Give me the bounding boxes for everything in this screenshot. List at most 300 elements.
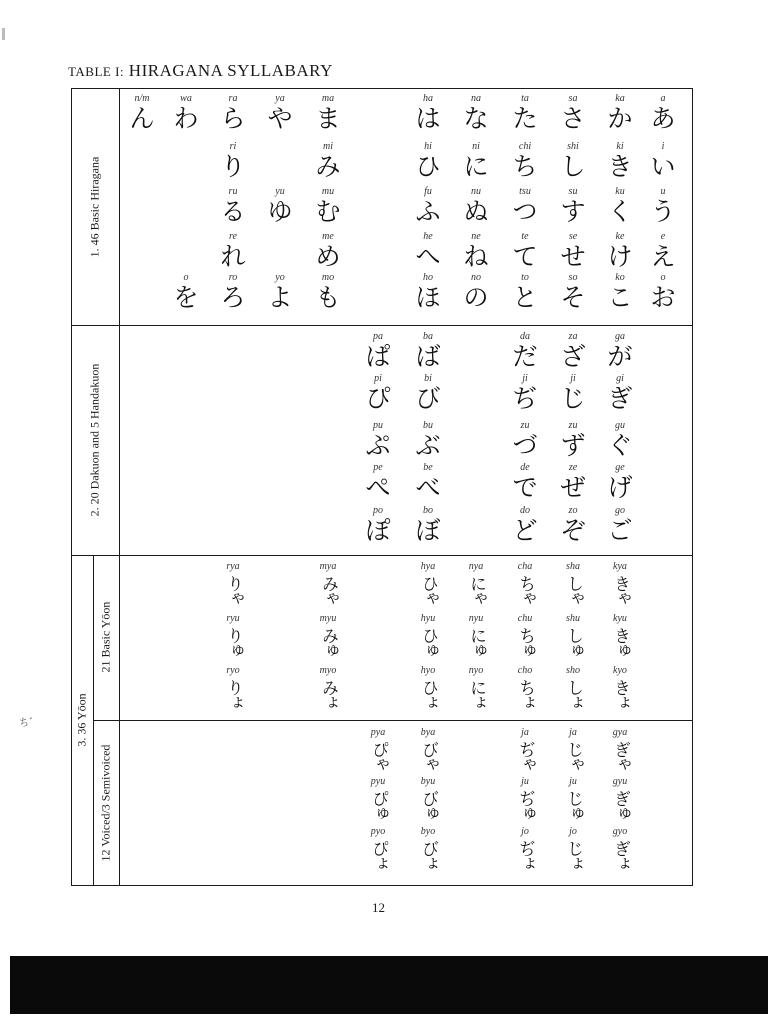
section-label-yoon: 3. 36 Yōon bbox=[74, 693, 89, 747]
romaji-label: da bbox=[520, 331, 530, 342]
kana-character: が bbox=[607, 342, 633, 371]
kana-cell-cha bbox=[502, 561, 548, 607]
romaji-label: kyu bbox=[613, 613, 627, 624]
kana-cell-ku bbox=[597, 186, 643, 226]
kana-character: じ bbox=[560, 384, 586, 413]
kana-character: た bbox=[512, 104, 538, 133]
kana-cell-ro bbox=[210, 272, 256, 312]
romaji-label: o bbox=[660, 272, 666, 283]
kana-character: にょ bbox=[466, 679, 486, 709]
kana-cell-pi bbox=[355, 373, 401, 413]
kana-cell-ba bbox=[405, 331, 451, 371]
kana-cell-to bbox=[502, 272, 548, 312]
romaji-label: shi bbox=[567, 141, 579, 152]
kana-character: ぢゃ bbox=[515, 741, 535, 771]
kana-character: し bbox=[560, 152, 586, 181]
kana-cell-nya bbox=[453, 561, 499, 607]
kana-character: ゆ bbox=[267, 197, 293, 226]
kana-cell-bya bbox=[405, 727, 451, 773]
romaji-label: mi bbox=[323, 141, 333, 152]
kana-cell-hyo bbox=[405, 665, 451, 711]
kana-character: ぼ bbox=[415, 516, 441, 545]
kana-cell-ryo bbox=[210, 665, 256, 711]
kana-character: つ bbox=[512, 197, 538, 226]
kana-character: じゅ bbox=[563, 790, 583, 820]
section-label-basic: 1. 46 Basic Hiragana bbox=[87, 156, 102, 258]
kana-cell-byo bbox=[405, 826, 451, 872]
kana-cell-ji bbox=[502, 373, 548, 413]
kana-character: ぢょ bbox=[515, 840, 535, 870]
kana-cell-shu bbox=[550, 613, 596, 659]
kana-character: だ bbox=[512, 342, 538, 371]
kana-cell-hi bbox=[405, 141, 451, 181]
kana-character: りょ bbox=[223, 679, 243, 709]
kana-character: ぬ bbox=[463, 197, 489, 226]
kana-cell-mo bbox=[305, 272, 351, 312]
kana-character: う bbox=[650, 197, 676, 226]
kana-cell-pu bbox=[355, 420, 401, 460]
kana-character: みょ bbox=[318, 679, 338, 709]
romaji-label: ba bbox=[423, 331, 433, 342]
kana-cell-no bbox=[453, 272, 499, 312]
kana-character: ぐ bbox=[607, 431, 633, 460]
kana-cell-zu bbox=[502, 420, 548, 460]
romaji-label: bi bbox=[424, 373, 432, 384]
kana-cell-zo bbox=[550, 505, 596, 545]
kana-character: て bbox=[512, 242, 538, 271]
kana-cell-nyu bbox=[453, 613, 499, 659]
kana-cell-ni bbox=[453, 141, 499, 181]
kana-cell-re bbox=[210, 231, 256, 271]
kana-character: しょ bbox=[563, 679, 583, 709]
kana-cell-bu bbox=[405, 420, 451, 460]
kana-cell-sho bbox=[550, 665, 596, 711]
kana-character: みゅ bbox=[318, 627, 338, 657]
romaji-label: n/m bbox=[134, 93, 150, 104]
kana-character: く bbox=[607, 197, 633, 226]
romaji-label: ha bbox=[423, 93, 433, 104]
kana-cell-ka bbox=[597, 93, 643, 133]
kana-cell-pe bbox=[355, 462, 401, 502]
kana-character: る bbox=[220, 197, 246, 226]
kana-cell-e bbox=[640, 231, 686, 271]
romaji-label: a bbox=[660, 93, 666, 104]
section-label-voiced-yoon: 12 Voiced/3 Semivoiced bbox=[98, 744, 113, 862]
kana-character: お bbox=[650, 283, 676, 312]
kana-cell-myo bbox=[305, 665, 351, 711]
kana-cell-ra bbox=[210, 93, 256, 133]
kana-character: ぢゅ bbox=[515, 790, 535, 820]
kana-character: ぢ bbox=[512, 384, 538, 413]
romaji-label: kya bbox=[613, 561, 627, 572]
romaji-label: me bbox=[322, 231, 334, 242]
kana-character: ひょ bbox=[418, 679, 438, 709]
kana-cell-a bbox=[640, 93, 686, 133]
kana-cell-ho bbox=[405, 272, 451, 312]
section-label-dakuon: 2. 20 Dakuon and 5 Handakuon bbox=[87, 363, 102, 517]
romaji-label: byu bbox=[420, 776, 436, 787]
romaji-label: ju bbox=[521, 776, 529, 787]
kana-cell-ge bbox=[597, 462, 643, 502]
kana-cell-ryu bbox=[210, 613, 256, 659]
romaji-label: bo bbox=[423, 505, 433, 516]
kana-character: にゃ bbox=[466, 575, 486, 605]
kana-character: べ bbox=[415, 473, 441, 502]
kana-cell-shi bbox=[550, 141, 596, 181]
kana-cell-da bbox=[502, 331, 548, 371]
romaji-label: se bbox=[568, 231, 578, 242]
scan-black-band bbox=[10, 956, 768, 1014]
kana-cell-ma bbox=[305, 93, 351, 133]
kana-cell-chu bbox=[502, 613, 548, 659]
romaji-label: ni bbox=[472, 141, 480, 152]
romaji-label: su bbox=[568, 186, 578, 197]
romaji-label: pya bbox=[370, 727, 386, 738]
romaji-label: ki bbox=[616, 141, 624, 152]
romaji-label: sha bbox=[566, 561, 580, 572]
kana-character: び bbox=[415, 384, 441, 413]
romaji-label: nyo bbox=[468, 665, 484, 676]
kana-cell-bo bbox=[405, 505, 451, 545]
kana-character: ち bbox=[512, 152, 538, 181]
kana-character: は bbox=[415, 104, 441, 133]
romaji-label: i bbox=[661, 141, 665, 152]
kana-cell-sa bbox=[550, 93, 596, 133]
romaji-label: gya bbox=[612, 727, 628, 738]
kana-cell-kyu bbox=[597, 613, 643, 659]
kana-cell-o bbox=[640, 272, 686, 312]
kana-character: い bbox=[650, 152, 676, 181]
kana-cell-ju bbox=[550, 776, 596, 822]
kana-cell-hyu bbox=[405, 613, 451, 659]
romaji-label: zu bbox=[568, 420, 578, 431]
kana-character: ぽ bbox=[365, 516, 391, 545]
kana-cell-so bbox=[550, 272, 596, 312]
romaji-label: ju bbox=[569, 776, 577, 787]
kana-character: な bbox=[463, 104, 489, 133]
romaji-label: nya bbox=[468, 561, 484, 572]
romaji-label: fu bbox=[424, 186, 432, 197]
kana-cell-ze bbox=[550, 462, 596, 502]
kana-character: りゅ bbox=[223, 627, 243, 657]
kana-cell-byu bbox=[405, 776, 451, 822]
page-number: 12 bbox=[372, 900, 385, 915]
romaji-label: myo bbox=[319, 665, 337, 676]
romaji-label: ja bbox=[521, 727, 529, 738]
kana-character: よ bbox=[267, 283, 293, 312]
kana-cell-bi bbox=[405, 373, 451, 413]
romaji-label: po bbox=[373, 505, 383, 516]
romaji-label: go bbox=[615, 505, 625, 516]
romaji-label: yo bbox=[275, 272, 285, 283]
kana-character: ぞ bbox=[560, 516, 586, 545]
kana-cell-tsu bbox=[502, 186, 548, 226]
kana-cell-pya bbox=[355, 727, 401, 773]
romaji-label: ta bbox=[521, 93, 529, 104]
romaji-label: yu bbox=[275, 186, 285, 197]
romaji-label: gyo bbox=[612, 826, 628, 837]
kana-character: り bbox=[220, 152, 246, 181]
table-title bbox=[68, 61, 333, 81]
kana-character: す bbox=[560, 197, 586, 226]
romaji-label: re bbox=[229, 231, 237, 242]
kana-character: きゅ bbox=[610, 627, 630, 657]
kana-cell-gyo bbox=[597, 826, 643, 872]
kana-character: ひゅ bbox=[418, 627, 438, 657]
kana-cell-yo bbox=[257, 272, 303, 312]
romaji-label: hyu bbox=[420, 613, 436, 624]
romaji-label: bu bbox=[423, 420, 433, 431]
kana-cell-pa bbox=[355, 331, 401, 371]
kana-character: げ bbox=[607, 473, 633, 502]
kana-character: ら bbox=[220, 104, 246, 133]
kana-character: しゃ bbox=[563, 575, 583, 605]
kana-character: きょ bbox=[610, 679, 630, 709]
kana-cell-i bbox=[640, 141, 686, 181]
kana-cell-u bbox=[640, 186, 686, 226]
kana-character: に bbox=[463, 152, 489, 181]
romaji-label: chi bbox=[518, 141, 532, 152]
romaji-label: pyo bbox=[370, 826, 386, 837]
kana-character: れ bbox=[220, 242, 246, 271]
kana-cell-ko bbox=[597, 272, 643, 312]
kana-cell-gyu bbox=[597, 776, 643, 822]
kana-cell-mi bbox=[305, 141, 351, 181]
kana-character: ろ bbox=[220, 283, 246, 312]
kana-cell-hya bbox=[405, 561, 451, 607]
kana-character: ぺ bbox=[365, 473, 391, 502]
romaji-label: he bbox=[423, 231, 433, 242]
romaji-label: ra bbox=[228, 93, 238, 104]
romaji-label: hyo bbox=[420, 665, 436, 676]
romaji-label: to bbox=[521, 272, 529, 283]
kana-cell-be bbox=[405, 462, 451, 502]
section-label-basic-yoon: 21 Basic Yōon bbox=[98, 601, 113, 673]
romaji-label: ja bbox=[569, 727, 577, 738]
kana-cell-myu bbox=[305, 613, 351, 659]
kana-cell-cho bbox=[502, 665, 548, 711]
kana-cell-jo bbox=[550, 826, 596, 872]
romaji-label: ru bbox=[228, 186, 238, 197]
kana-character: ほ bbox=[415, 283, 441, 312]
romaji-label: nyu bbox=[468, 613, 484, 624]
kana-cell-zu bbox=[550, 420, 596, 460]
kana-character: ぱ bbox=[365, 342, 391, 371]
romaji-label: ge bbox=[615, 462, 625, 473]
romaji-label: ri bbox=[229, 141, 237, 152]
romaji-label: ga bbox=[615, 331, 625, 342]
kana-cell-gya bbox=[597, 727, 643, 773]
margin-handwriting: ち゛ bbox=[19, 718, 39, 729]
kana-character: や bbox=[267, 104, 293, 133]
romaji-label: ke bbox=[615, 231, 625, 242]
kana-character: びゃ bbox=[418, 741, 438, 771]
kana-character: ず bbox=[560, 431, 586, 460]
kana-character: ぴょ bbox=[368, 840, 388, 870]
kana-cell-ju bbox=[502, 776, 548, 822]
kana-cell-sha bbox=[550, 561, 596, 607]
romaji-label: bya bbox=[420, 727, 436, 738]
romaji-label: chu bbox=[517, 613, 533, 624]
romaji-label: tsu bbox=[519, 186, 531, 197]
romaji-label: ro bbox=[228, 272, 238, 283]
kana-cell-ta bbox=[502, 93, 548, 133]
romaji-label: zu bbox=[520, 420, 530, 431]
kana-cell-pyo bbox=[355, 826, 401, 872]
kana-cell-nu bbox=[453, 186, 499, 226]
romaji-label: gi bbox=[616, 373, 624, 384]
romaji-label: na bbox=[471, 93, 481, 104]
kana-character: せ bbox=[560, 242, 586, 271]
kana-cell-gu bbox=[597, 420, 643, 460]
kana-character: ひ bbox=[415, 152, 441, 181]
kana-character: え bbox=[650, 242, 676, 271]
romaji-label: pa bbox=[373, 331, 383, 342]
kana-character: わ bbox=[173, 104, 199, 133]
romaji-label: sa bbox=[568, 93, 578, 104]
kana-character: け bbox=[607, 242, 633, 271]
kana-character: にゅ bbox=[466, 627, 486, 657]
kana-cell-jo bbox=[502, 826, 548, 872]
romaji-label: shu bbox=[566, 613, 580, 624]
romaji-label: ryu bbox=[226, 613, 240, 624]
kana-cell-fu bbox=[405, 186, 451, 226]
kana-cell-se bbox=[550, 231, 596, 271]
kana-character: ひゃ bbox=[418, 575, 438, 605]
romaji-label: rya bbox=[226, 561, 240, 572]
kana-cell-rya bbox=[210, 561, 256, 607]
kana-cell-gi bbox=[597, 373, 643, 413]
romaji-label: ko bbox=[615, 272, 625, 283]
kana-character: へ bbox=[415, 242, 441, 271]
romaji-label: so bbox=[568, 272, 578, 283]
kana-character: さ bbox=[560, 104, 586, 133]
romaji-label: jo bbox=[569, 826, 577, 837]
romaji-label: myu bbox=[319, 613, 337, 624]
kana-character: め bbox=[315, 242, 341, 271]
kana-character: ご bbox=[607, 516, 633, 545]
label-column-divider bbox=[119, 88, 120, 886]
section-divider-2 bbox=[71, 555, 693, 556]
kana-cell-wa bbox=[163, 93, 209, 133]
kana-character: ど bbox=[512, 516, 538, 545]
romaji-label: nu bbox=[471, 186, 481, 197]
kana-cell-za bbox=[550, 331, 596, 371]
romaji-label: sho bbox=[566, 665, 580, 676]
romaji-label: za bbox=[568, 331, 578, 342]
romaji-label: wa bbox=[180, 93, 192, 104]
romaji-label: gyu bbox=[612, 776, 628, 787]
kana-character: しゅ bbox=[563, 627, 583, 657]
kana-character: の bbox=[463, 283, 489, 312]
kana-character: づ bbox=[512, 431, 538, 460]
kana-cell-go bbox=[597, 505, 643, 545]
kana-cell-o bbox=[163, 272, 209, 312]
romaji-label: ze bbox=[568, 462, 578, 473]
kana-cell-po bbox=[355, 505, 401, 545]
romaji-label: do bbox=[520, 505, 530, 516]
kana-character: こ bbox=[607, 283, 633, 312]
scan-speck bbox=[2, 28, 5, 40]
section-divider-3 bbox=[93, 720, 693, 721]
romaji-label: cho bbox=[517, 665, 533, 676]
romaji-label: be bbox=[423, 462, 433, 473]
romaji-label: ryo bbox=[226, 665, 240, 676]
romaji-label: no bbox=[471, 272, 481, 283]
table-title-prefix: TABLE I: bbox=[68, 64, 125, 79]
romaji-label: pyu bbox=[370, 776, 386, 787]
kana-character: びょ bbox=[418, 840, 438, 870]
kana-cell-mya bbox=[305, 561, 351, 607]
kana-character: ぜ bbox=[560, 473, 586, 502]
romaji-label: u bbox=[660, 186, 666, 197]
kana-character: じょ bbox=[563, 840, 583, 870]
kana-cell-ha bbox=[405, 93, 451, 133]
kana-cell-pyu bbox=[355, 776, 401, 822]
kana-cell-mu bbox=[305, 186, 351, 226]
kana-character: あ bbox=[650, 104, 676, 133]
kana-character: ん bbox=[129, 104, 155, 133]
kana-character: ぎょ bbox=[610, 840, 630, 870]
romaji-label: zo bbox=[568, 505, 578, 516]
kana-character: ま bbox=[315, 104, 341, 133]
kana-character: む bbox=[315, 197, 341, 226]
kana-character: ぎ bbox=[607, 384, 633, 413]
kana-character: ば bbox=[415, 342, 441, 371]
romaji-label: mya bbox=[319, 561, 337, 572]
romaji-label: pi bbox=[374, 373, 382, 384]
kana-cell-ki bbox=[597, 141, 643, 181]
kana-character: ぴ bbox=[365, 384, 391, 413]
kana-character: ぎゅ bbox=[610, 790, 630, 820]
kana-cell-kyo bbox=[597, 665, 643, 711]
kana-character: ぴゅ bbox=[368, 790, 388, 820]
kana-cell-ja bbox=[502, 727, 548, 773]
kana-character: りゃ bbox=[223, 575, 243, 605]
kana-cell-de bbox=[502, 462, 548, 502]
romaji-label: ma bbox=[321, 93, 335, 104]
romaji-label: ho bbox=[423, 272, 433, 283]
kana-character: み bbox=[315, 152, 341, 181]
romaji-label: pe bbox=[373, 462, 383, 473]
kana-character: ぷ bbox=[365, 431, 391, 460]
kana-cell-yu bbox=[257, 186, 303, 226]
kana-character: ね bbox=[463, 242, 489, 271]
kana-cell-ji bbox=[550, 373, 596, 413]
kana-character: ちゃ bbox=[515, 575, 535, 605]
section-divider-1 bbox=[71, 325, 693, 326]
kana-cell-kya bbox=[597, 561, 643, 607]
romaji-label: e bbox=[660, 231, 666, 242]
kana-character: みゃ bbox=[318, 575, 338, 605]
kana-cell-te bbox=[502, 231, 548, 271]
romaji-label: gu bbox=[615, 420, 625, 431]
romaji-label: ji bbox=[570, 373, 576, 384]
kana-character: そ bbox=[560, 283, 586, 312]
table-title-main: HIRAGANA SYLLABARY bbox=[128, 61, 333, 80]
kana-character: ざ bbox=[560, 342, 586, 371]
kana-cell-me bbox=[305, 231, 351, 271]
kana-character: ぶ bbox=[415, 431, 441, 460]
kana-cell-do bbox=[502, 505, 548, 545]
kana-character: を bbox=[173, 283, 199, 312]
romaji-label: o bbox=[183, 272, 189, 283]
kana-cell-ja bbox=[550, 727, 596, 773]
kana-cell-ga bbox=[597, 331, 643, 371]
romaji-label: cha bbox=[517, 561, 533, 572]
romaji-label: mo bbox=[321, 272, 335, 283]
kana-character: も bbox=[315, 283, 341, 312]
